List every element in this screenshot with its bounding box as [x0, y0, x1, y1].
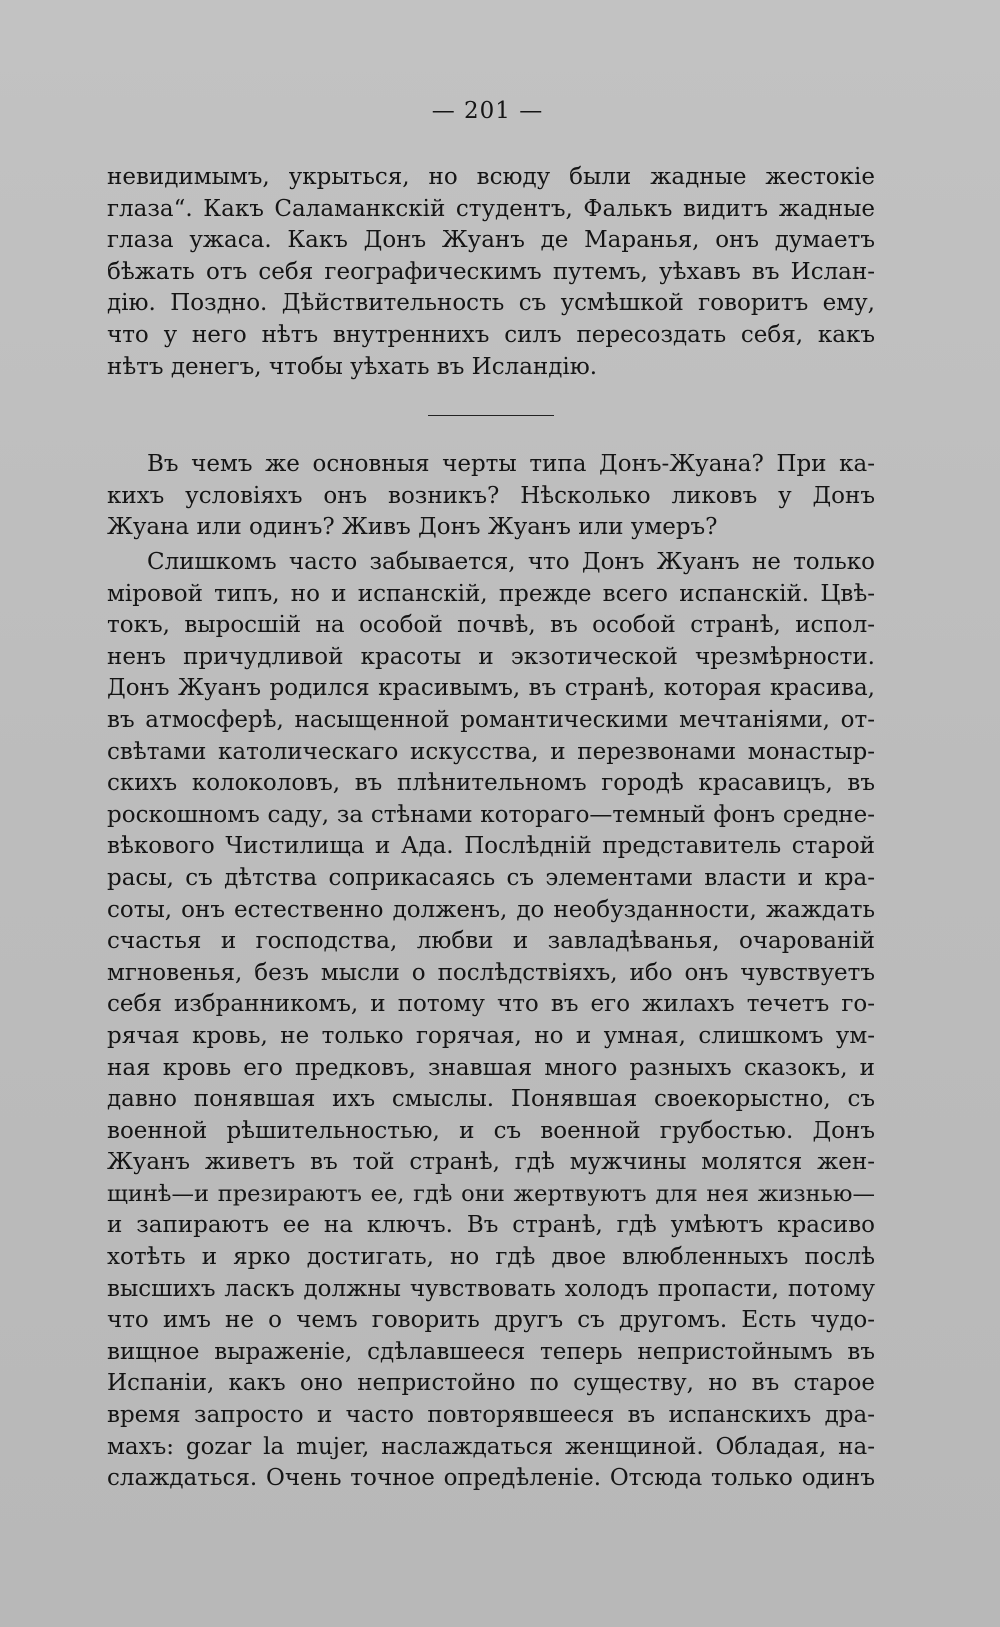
text-line: кихъ условіяхъ онъ возникъ? Нѣсколько ликовъ у Донъ — [107, 482, 875, 509]
text-line: щинѣ—и презираютъ ее, гдѣ они жертвуютъ для нея жизнью— — [107, 1180, 875, 1207]
text-line: вѣкового Чистилища и Ада. Послѣдній представитель старой — [107, 833, 875, 860]
paragraph-1 — [107, 162, 875, 383]
text-line: ная кровь его предковъ, знавшая много разныхъ сказокъ, и — [107, 1054, 875, 1081]
text-line: въ атмосферѣ, насыщенной романтическими мечтаніями, от- — [107, 706, 875, 733]
text-line: себя избранникомъ, и потому что въ его жилахъ течетъ го- — [107, 991, 875, 1018]
text-line: ненъ причудливой красоты и экзотической чрезмѣрности. — [107, 643, 875, 670]
text-line: давно понявшая ихъ смыслы. Понявшая своекорыстно, съ — [107, 1086, 875, 1113]
text-line: глаза ужаса. Какъ Донъ Жуанъ де Маранья, онъ думаетъ — [107, 227, 875, 254]
text-line: расы, съ дѣтства соприкасаясь съ элементами власти и кра- — [107, 864, 875, 891]
text-line: что у него нѣтъ внутреннихъ силъ пересоздать себя, какъ — [107, 321, 875, 348]
text-line: невидимымъ, укрыться, но всюду были жадные жестокіе — [107, 164, 875, 190]
text-line: хотѣть и ярко достигать, но гдѣ двое влюбленныхъ послѣ — [107, 1244, 875, 1271]
text-line: роскошномъ саду, за стѣнами котораго—темный фонъ средне- — [107, 801, 875, 828]
text-line: соты, онъ естественно долженъ, до необузданности, жаждать — [107, 896, 875, 923]
text-line: мгновенья, безъ мысли о послѣдствіяхъ, ибо онъ чувствуетъ — [107, 959, 875, 986]
text-line: высшихъ ласкъ должны чувствовать холодъ пропасти, потому — [107, 1275, 875, 1302]
text-line: рячая кровь, не только горячая, но и умная, слишкомъ ум- — [107, 1022, 875, 1049]
text-line: слаждаться. Очень точное опредѣленіе. Отсюда только одинъ — [107, 1465, 875, 1492]
text-line: военной рѣшительностью, и съ военной грубостью. Донъ — [107, 1117, 875, 1144]
text-line: Слишкомъ часто забывается, что Донъ Жуанъ не только — [147, 549, 875, 575]
text-line: махъ: gozar la mujer, наслаждаться женщиной. Обладая, на- — [107, 1433, 875, 1460]
text-line: Донъ Жуанъ родился красивымъ, въ странѣ, которая красива, — [107, 675, 875, 702]
text-line: счастья и господства, любви и завладѣванья, очарованій — [107, 928, 875, 955]
text-line: Жуана или одинъ? Живъ Донъ Жуанъ или умеръ? — [107, 514, 718, 541]
section-separator — [428, 415, 554, 416]
text-line: вищное выраженіе, сдѣлавшееся теперь непристойнымъ въ — [107, 1338, 875, 1365]
text-line: дію. Поздно. Дѣйствительность съ усмѣшкой говоритъ ему, — [107, 290, 875, 317]
text-line: что имъ не о чемъ говорить другъ съ другомъ. Есть чудо- — [107, 1307, 875, 1334]
paragraph-2 — [107, 449, 875, 544]
text-line: время запросто и часто повторявшееся въ испанскихъ дра- — [107, 1402, 875, 1429]
text-line: Испаніи, какъ оно непристойно по существу, но въ старое — [107, 1370, 875, 1397]
text-line: нѣтъ денегъ, чтобы уѣхать въ Исландію. — [107, 353, 598, 380]
text-line: токъ, выросшій на особой почвѣ, въ особой странѣ, испол- — [107, 612, 875, 639]
text-line: и запираютъ ее на ключъ. Въ странѣ, гдѣ умѣютъ красиво — [107, 1212, 875, 1239]
text-line: скихъ колоколовъ, въ плѣнительномъ городѣ красавицъ, въ — [107, 770, 875, 797]
text-line: глаза“. Какъ Саламанкскій студентъ, Фалькъ видитъ жадные — [107, 195, 875, 222]
text-line: свѣтами католическаго искусства, и перезвонами монастыр- — [107, 738, 875, 765]
paragraph-3 — [107, 547, 875, 1495]
text-line: Въ чемъ же основныя черты типа Донъ-Жуана? При ка- — [147, 451, 875, 477]
text-line: Жуанъ живетъ въ той странѣ, гдѣ мужчины молятся жен- — [107, 1149, 875, 1176]
text-line: міровой типъ, но и испанскій, прежде всего испанскій. Цвѣ- — [107, 580, 875, 607]
text-line: бѣжать отъ себя географическимъ путемъ, уѣхавъ въ Ислан- — [107, 258, 875, 285]
page-number: — 201 — — [431, 98, 544, 124]
